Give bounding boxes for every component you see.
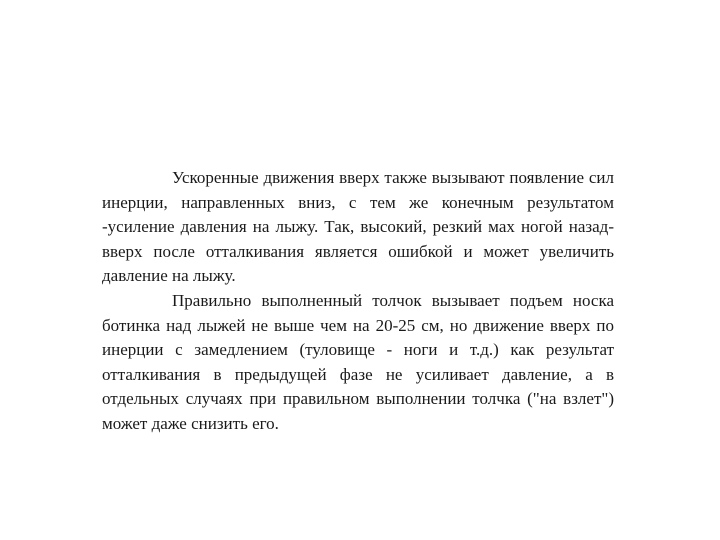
body-text bbox=[102, 166, 614, 437]
paragraph-1: Ускоренные движения вверх также вызывают появление сил инерции, направленных вниз, с тем же конечным результатом -усиление давления на лыжу. Так, высокий, резкий мах ногой назад-вверх после отталкивания является ошибкой и может увеличить давление на лыжу. bbox=[102, 168, 614, 286]
paragraph-2: Правильно выполненный толчок вызывает подъем носка ботинка над лыжей не выше чем на 20-25 см, но движение вверх по инерции с замедлением (туловище - ноги и т.д.) как результат отталкивания в предыдущей фазе не усиливает давление, а в отдельных случаях при правильном выполнении толчка ("на взлет") может даже снизить его. bbox=[102, 290, 614, 433]
